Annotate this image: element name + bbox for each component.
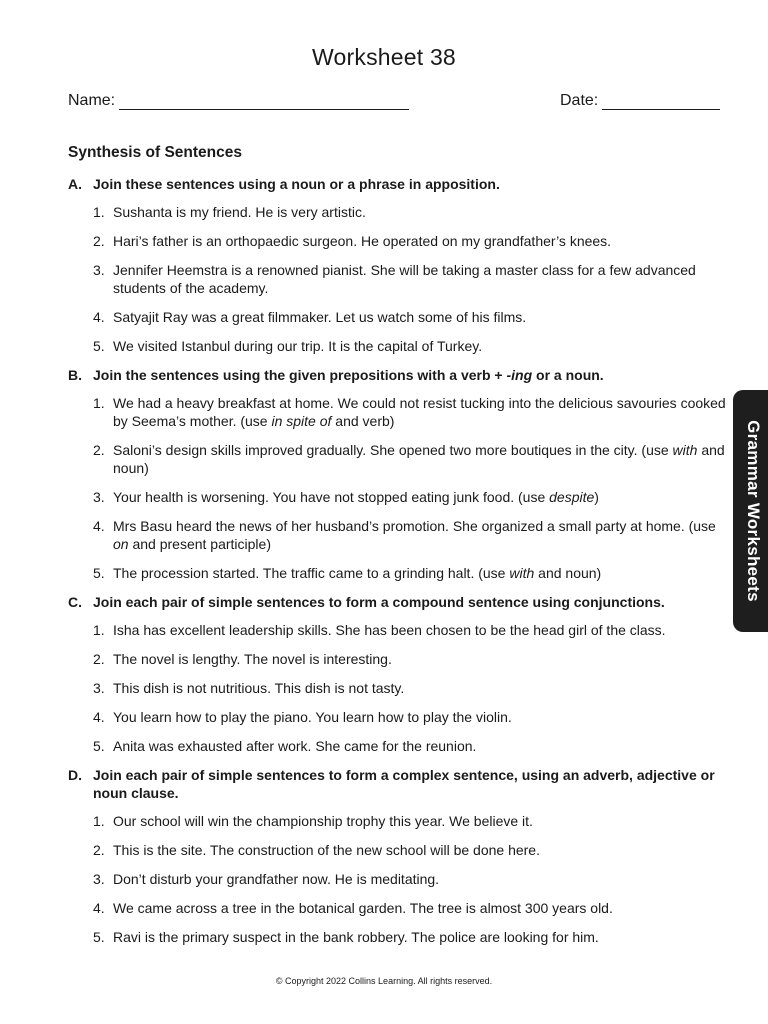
question-text: Saloni’s design skills improved gradually. She opened two more boutiques in the city. (use with and noun) xyxy=(113,442,725,476)
section-instruction xyxy=(68,175,728,193)
question-number: 1. xyxy=(93,204,105,220)
question-list xyxy=(68,394,728,582)
exercise-section xyxy=(68,766,728,946)
question-number: 2. xyxy=(93,442,105,458)
question-text: Satyajit Ray was a great filmmaker. Let us watch some of his films. xyxy=(113,309,527,325)
question-item xyxy=(68,737,728,755)
question-text: Sushanta is my friend. He is very artistic. xyxy=(113,204,366,220)
page-title: Worksheet 38 xyxy=(312,44,456,70)
question-text: Don’t disturb your grandfather now. He is meditating. xyxy=(113,871,440,887)
exercise-section xyxy=(68,175,728,355)
question-text: This dish is not nutritious. This dish is not tasty. xyxy=(113,680,405,696)
question-item xyxy=(68,870,728,888)
question-text: Isha has excellent leadership skills. She has been chosen to be the head girl of the class. xyxy=(113,622,666,638)
question-item xyxy=(68,337,728,355)
question-number: 4. xyxy=(93,518,105,534)
section-letter: A. xyxy=(68,176,82,192)
question-text: The procession started. The traffic came to a grinding halt. (use with and noun) xyxy=(113,565,602,581)
side-tab xyxy=(733,390,768,632)
question-text: You learn how to play the piano. You learn how to play the violin. xyxy=(113,709,512,725)
question-item xyxy=(68,394,728,430)
exercise-section xyxy=(68,366,728,582)
question-item xyxy=(68,679,728,697)
question-item xyxy=(68,812,728,830)
question-item xyxy=(68,203,728,221)
question-number: 1. xyxy=(93,622,105,638)
section-heading: Synthesis of Sentences xyxy=(68,144,243,161)
name-line xyxy=(119,93,409,110)
question-number: 4. xyxy=(93,709,105,725)
section-letter: B. xyxy=(68,367,82,383)
question-item xyxy=(68,899,728,917)
question-number: 3. xyxy=(93,262,105,278)
question-item xyxy=(68,708,728,726)
question-text: Anita was exhausted after work. She came for the reunion. xyxy=(113,738,477,754)
question-text: We came across a tree in the botanical garden. The tree is almost 300 years old. xyxy=(113,900,613,916)
name-label: Name: xyxy=(68,92,116,109)
question-item xyxy=(68,517,728,553)
question-list xyxy=(68,621,728,755)
question-number: 3. xyxy=(93,489,105,505)
question-number: 3. xyxy=(93,680,105,696)
section-letter: D. xyxy=(68,767,82,783)
question-text: We visited Istanbul during our trip. It is the capital of Turkey. xyxy=(113,338,483,354)
question-text: Ravi is the primary suspect in the bank robbery. The police are looking for him. xyxy=(113,929,599,945)
question-item xyxy=(68,621,728,639)
section-instruction-text: Join each pair of simple sentences to form a complex sentence, using an adverb, adjective or noun clause. xyxy=(93,767,715,801)
question-number: 1. xyxy=(93,813,105,829)
question-number: 5. xyxy=(93,338,105,354)
question-number: 3. xyxy=(93,871,105,887)
question-number: 4. xyxy=(93,900,105,916)
section-instruction xyxy=(68,593,728,611)
question-number: 4. xyxy=(93,309,105,325)
question-item xyxy=(68,232,728,250)
question-item xyxy=(68,261,728,297)
question-item xyxy=(68,441,728,477)
question-item xyxy=(68,308,728,326)
question-item xyxy=(68,564,728,582)
date-line xyxy=(602,93,720,110)
question-item xyxy=(68,841,728,859)
question-number: 5. xyxy=(93,565,105,581)
question-number: 5. xyxy=(93,929,105,945)
question-text: We had a heavy breakfast at home. We could not resist tucking into the delicious savouries cooked by Seema’s mother. (use in spite of and verb) xyxy=(113,395,726,429)
question-item xyxy=(68,650,728,668)
section-instruction xyxy=(68,366,728,384)
question-number: 2. xyxy=(93,842,105,858)
question-list xyxy=(68,203,728,355)
side-tab-label: Grammar Worksheets xyxy=(744,420,763,602)
question-text: Our school will win the championship trophy this year. We believe it. xyxy=(113,813,533,829)
section-instruction-text: Join each pair of simple sentences to form a compound sentence using conjunctions. xyxy=(93,594,665,610)
date-label: Date: xyxy=(560,92,599,109)
question-text: Hari’s father is an orthopaedic surgeon. He operated on my grandfather’s knees. xyxy=(113,233,612,249)
question-number: 5. xyxy=(93,738,105,754)
question-text: Jennifer Heemstra is a renowned pianist. She will be taking a master class for a few advanced students of the academy. xyxy=(113,262,696,296)
section-instruction xyxy=(68,766,728,802)
question-text: Your health is worsening. You have not stopped eating junk food. (use despite) xyxy=(113,489,599,505)
question-number: 2. xyxy=(93,651,105,667)
section-instruction-text: Join these sentences using a noun or a phrase in apposition. xyxy=(93,176,500,192)
copyright-footer: © Copyright 2022 Collins Learning. All rights reserved. xyxy=(275,976,493,986)
question-text: The novel is lengthy. The novel is interesting. xyxy=(113,651,392,667)
section-instruction-text: Join the sentences using the given prepositions with a verb + -ing or a noun. xyxy=(93,367,604,383)
question-number: 1. xyxy=(93,395,105,411)
date-field xyxy=(560,92,720,110)
question-item xyxy=(68,928,728,946)
question-text: Mrs Basu heard the news of her husband’s promotion. She organized a small party at home. (use on and present participle) xyxy=(113,518,716,552)
exercise-content xyxy=(68,175,728,957)
question-text: This is the site. The construction of the new school will be done here. xyxy=(113,842,540,858)
question-item xyxy=(68,488,728,506)
question-number: 2. xyxy=(93,233,105,249)
exercise-section xyxy=(68,593,728,755)
name-field xyxy=(68,92,409,110)
section-letter: C. xyxy=(68,594,82,610)
question-list xyxy=(68,812,728,946)
